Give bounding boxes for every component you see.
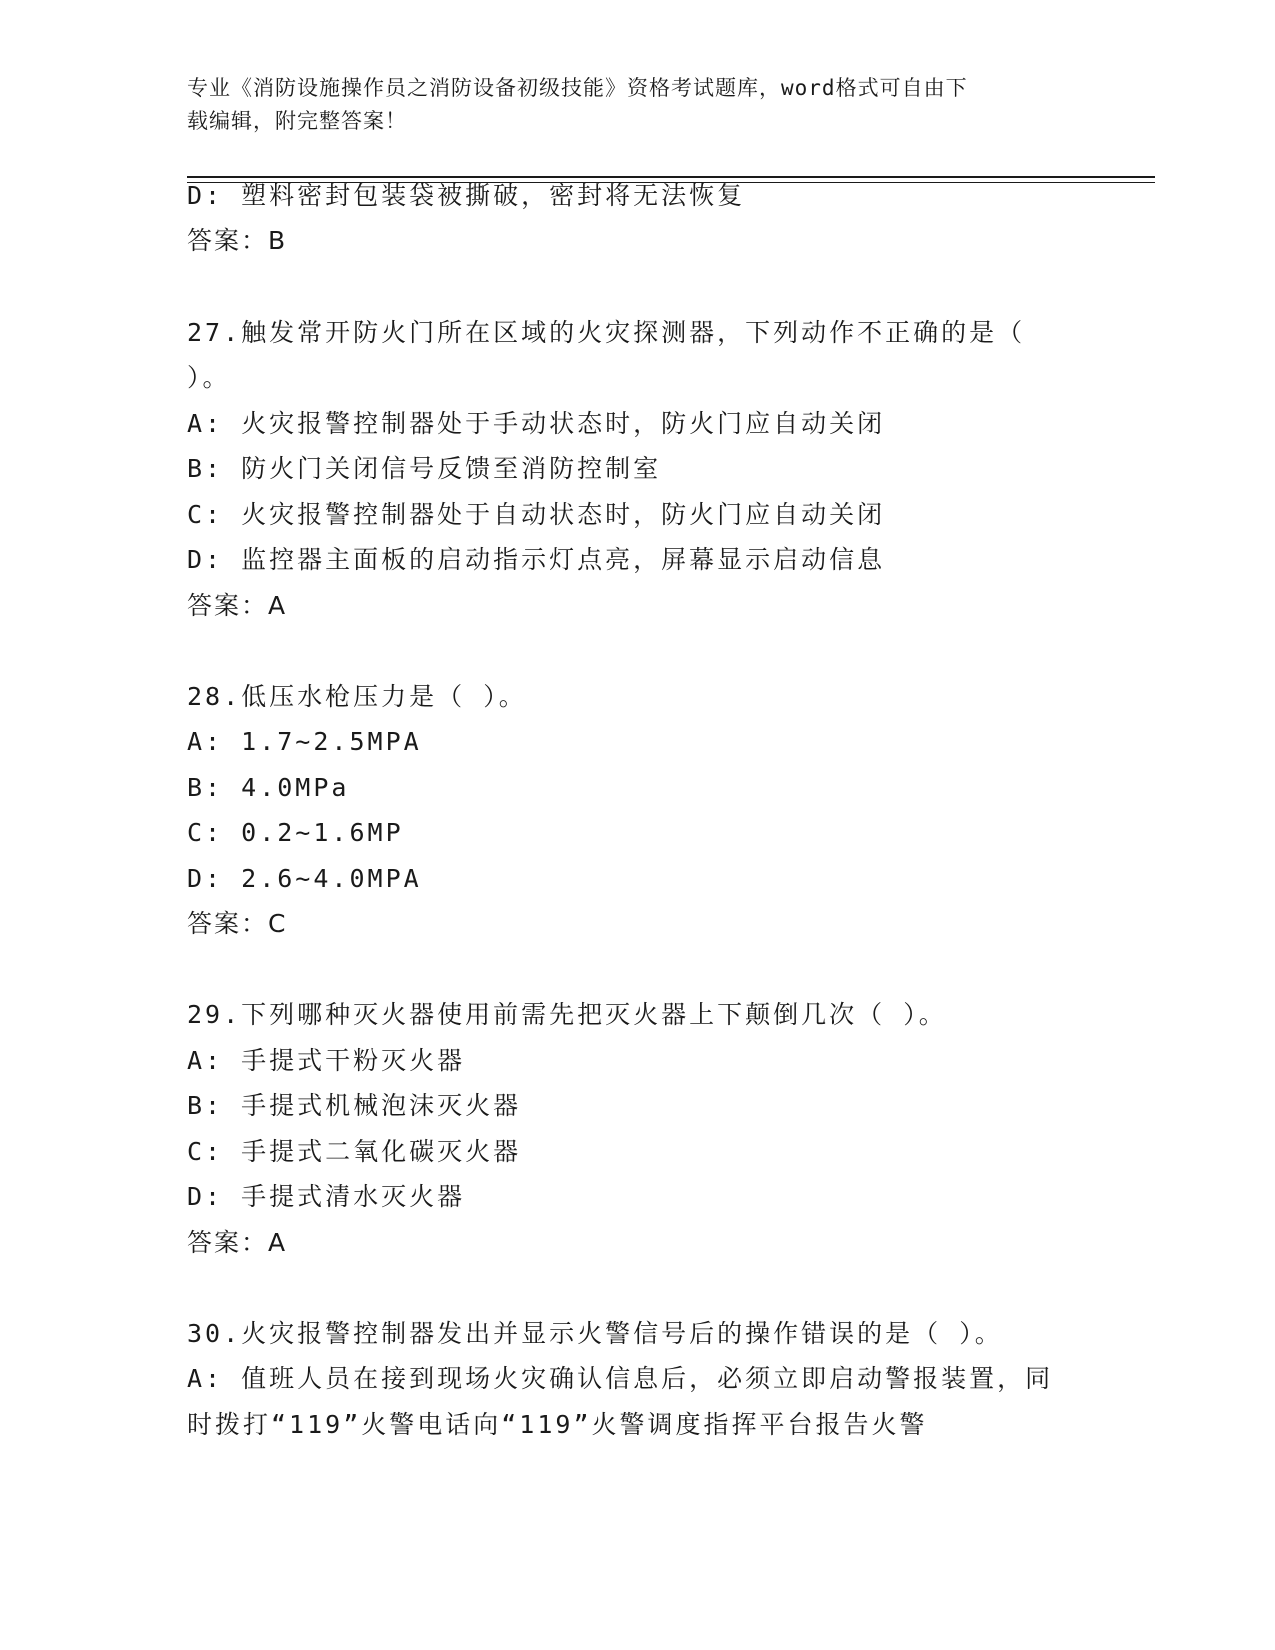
option-line: C: 手提式二氧化碳灭火器 [187,1137,522,1166]
option-line: A: 火灾报警控制器处于手动状态时，防火门应自动关闭 [187,409,886,438]
answer-line: 答案：B [187,226,288,255]
option-line: D: 2.6~4.0MPA [187,864,422,893]
question-line: 30.火灾报警控制器发出并显示火警信号后的操作错误的是（ ）。 [187,1319,1003,1348]
header-line-2: 载编辑，附完整答案！ [187,109,407,133]
question-line: 28.低压水枪压力是（ ）。 [187,682,527,711]
answer-line: 答案：A [187,591,288,620]
option-line: A: 手提式干粉灭火器 [187,1046,466,1075]
question-line: 27.触发常开防火门所在区域的火灾探测器，下列动作不正确的是（ [187,318,1026,347]
option-line: D: 手提式清水灭火器 [187,1182,466,1211]
option-line: D: 监控器主面板的启动指示灯点亮，屏幕显示启动信息 [187,545,886,574]
question-line: ）。 [187,363,231,392]
option-line: A: 值班人员在接到现场火灾确认信息后，必须立即启动警报装置，同 [187,1364,1054,1393]
option-line: A: 1.7~2.5MPA [187,727,422,756]
answer-line: 答案：C [187,909,288,938]
header-divider-thick [187,176,1155,178]
option-line: 时拨打“119”火警电话向“119”火警调度指挥平台报告火警 [187,1410,928,1439]
option-line: C: 0.2~1.6MP [187,818,404,847]
option-line: B: 4.0MPa [187,773,350,802]
answer-line: 答案：A [187,1228,288,1257]
option-line: B: 防火门关闭信号反馈至消防控制室 [187,454,662,483]
document-header [187,72,1087,138]
option-line: D: 塑料密封包装袋被撕破，密封将无法恢复 [187,181,746,210]
option-line: B: 手提式机械泡沫灭火器 [187,1091,522,1120]
question-line: 29.下列哪种灭火器使用前需先把灭火器上下颠倒几次（ ）。 [187,1000,947,1029]
header-line-1: 专业《消防设施操作员之消防设备初级技能》资格考试题库，word格式可自由下 [187,76,968,100]
option-line: C: 火灾报警控制器处于自动状态时，防火门应自动关闭 [187,500,886,529]
